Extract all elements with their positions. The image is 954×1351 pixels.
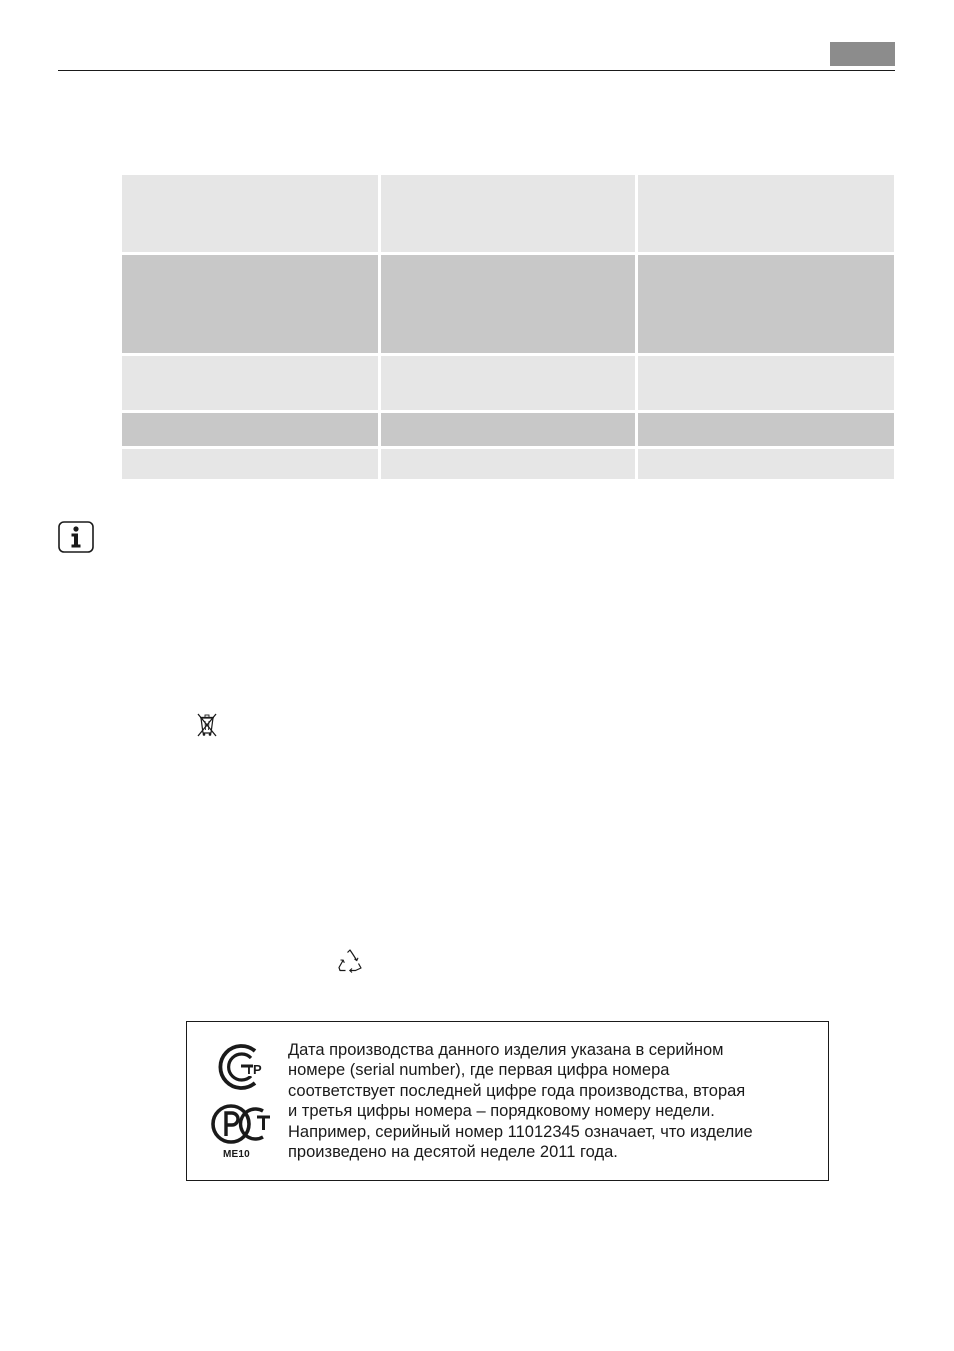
header-tab [830,42,895,66]
info-icon [58,521,94,553]
table-cell [379,253,636,354]
cert-code: ME10 [223,1149,250,1160]
crossed-out-bin-icon [196,712,218,738]
table-row [122,411,894,447]
notice-text [288,1040,818,1162]
table-row [122,447,894,480]
table-cell [379,411,636,447]
table-cell [637,447,894,480]
table-cell [379,175,636,253]
table-cell [637,253,894,354]
table-row [122,175,894,253]
table-cell [379,447,636,480]
table-cell [637,411,894,447]
notice-line: номере (serial number), где первая цифра номера [288,1061,670,1080]
pct-certification-icon [211,1100,273,1148]
notice-line: соответствует последней цифре года производства, вторая [288,1081,746,1100]
table-cell [637,354,894,411]
notice-line: и третья цифры номера – порядковому номеру недели. [288,1102,715,1121]
recycle-icon [337,948,363,974]
table-cell [122,253,379,354]
table-row [122,354,894,411]
production-date-notice [186,1021,829,1181]
table-cell [122,175,379,253]
svg-text:ТР: ТР [245,1062,262,1077]
header-rule [58,70,895,71]
notice-line: Например, серийный номер 11012345 означает, что изделие [288,1122,753,1141]
notice-line: произведено на десятой неделе 2011 года. [288,1143,618,1162]
table-cell [122,354,379,411]
table-cell [379,354,636,411]
notice-line: Дата производства данного изделия указана в серийном [288,1041,724,1059]
table-cell [637,175,894,253]
table-cell [122,411,379,447]
table-cell [122,447,379,480]
table-row [122,253,894,354]
gost-tr-certification-icon [211,1042,273,1092]
spec-table [122,175,894,482]
